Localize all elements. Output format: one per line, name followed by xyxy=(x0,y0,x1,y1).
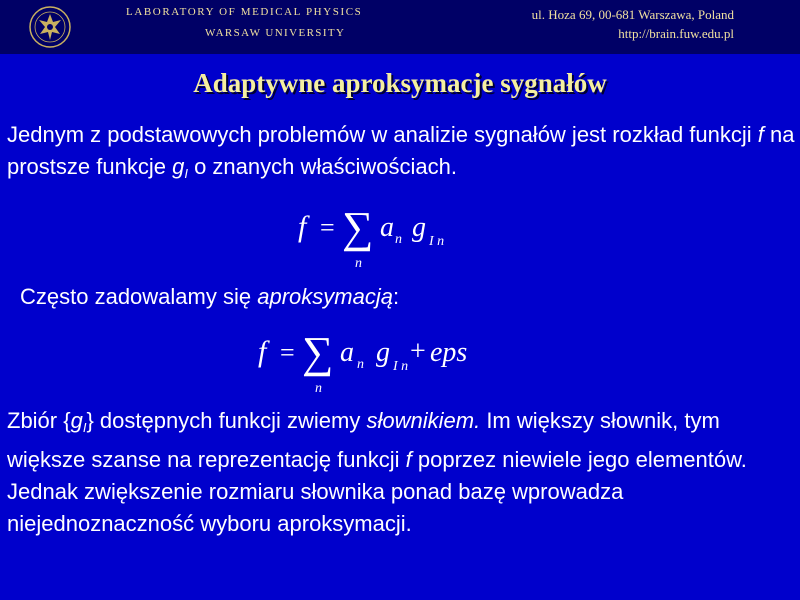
formula1-eq: = xyxy=(320,213,335,242)
formula1-g: g xyxy=(412,212,426,243)
formula2-plus: + xyxy=(410,336,426,367)
intro-symbol-g: g xyxy=(172,154,185,179)
dict-text-a: Zbiór { xyxy=(7,408,71,433)
dict-symbol-f: f xyxy=(405,447,412,472)
dict-emphasis: słownikiem. xyxy=(366,408,481,433)
paragraph-intro xyxy=(7,119,797,190)
formula2-eps: eps xyxy=(430,337,468,368)
dict-text-d: poprzez niewiele jego elementów. Jednak zwiększenie rozmiaru słownika ponad bazę wprowadza niejednoznaczność wyboru aproksymacji. xyxy=(7,447,747,536)
university-seal-icon xyxy=(28,4,72,50)
formula-sum xyxy=(298,200,458,275)
formula2-sum: ∑ xyxy=(302,328,334,377)
intro-text-b: na prostsze funkcje xyxy=(7,122,795,179)
lab-name: LABORATORY OF MEDICAL PHYSICS xyxy=(126,6,363,18)
formula2-sum-index: n xyxy=(315,381,322,396)
formula2-a-sub: n xyxy=(357,357,364,372)
formula2-g: g xyxy=(376,337,390,368)
dict-text-c: Im większy słownik, tym większe szanse na reprezentację funkcji xyxy=(7,408,720,472)
dict-symbol-g: g xyxy=(70,408,83,433)
formula2-g-sub: I n xyxy=(393,359,409,374)
formula1-a-sub: n xyxy=(395,232,402,247)
paragraph-dictionary xyxy=(7,405,797,540)
approx-emphasis: aproksymacją xyxy=(257,284,393,309)
intro-text-c: o znanych właściwościach. xyxy=(187,154,457,179)
slide-title: Adaptywne aproksymacje sygnałów xyxy=(193,68,607,98)
approx-text-b: : xyxy=(392,284,400,309)
formula1-sum: ∑ xyxy=(342,203,374,252)
paragraph-approximation xyxy=(20,281,800,313)
formula2-lhs: f xyxy=(258,335,267,368)
formula2-a: a xyxy=(340,337,354,368)
formula2-eq: = xyxy=(280,338,295,367)
address: ul. Hoza 69, 00-681 Warszawa, Poland xyxy=(531,7,734,22)
university-name: WARSAW UNIVERSITY xyxy=(205,27,346,39)
header-bar xyxy=(0,0,800,54)
intro-symbol-g-sub: I xyxy=(184,166,188,181)
formula-sum-eps xyxy=(258,325,488,400)
dict-text-b: } dostępnych funkcji zwiemy xyxy=(86,408,367,433)
approx-text-a: Często zadowalamy się xyxy=(20,284,258,309)
website-url[interactable]: http://brain.fuw.edu.pl xyxy=(618,26,734,41)
formula1-sum-index: n xyxy=(355,256,362,271)
intro-text-a: Jednym z podstawowych problemów w analizie sygnałów jest rozkład funkcji xyxy=(7,122,758,147)
formula1-a: a xyxy=(380,212,394,243)
dict-symbol-g-sub: I xyxy=(82,420,87,435)
formula1-g-sub: I n xyxy=(429,234,445,249)
intro-symbol-f: f xyxy=(757,122,764,147)
formula1-lhs: f xyxy=(298,210,307,243)
